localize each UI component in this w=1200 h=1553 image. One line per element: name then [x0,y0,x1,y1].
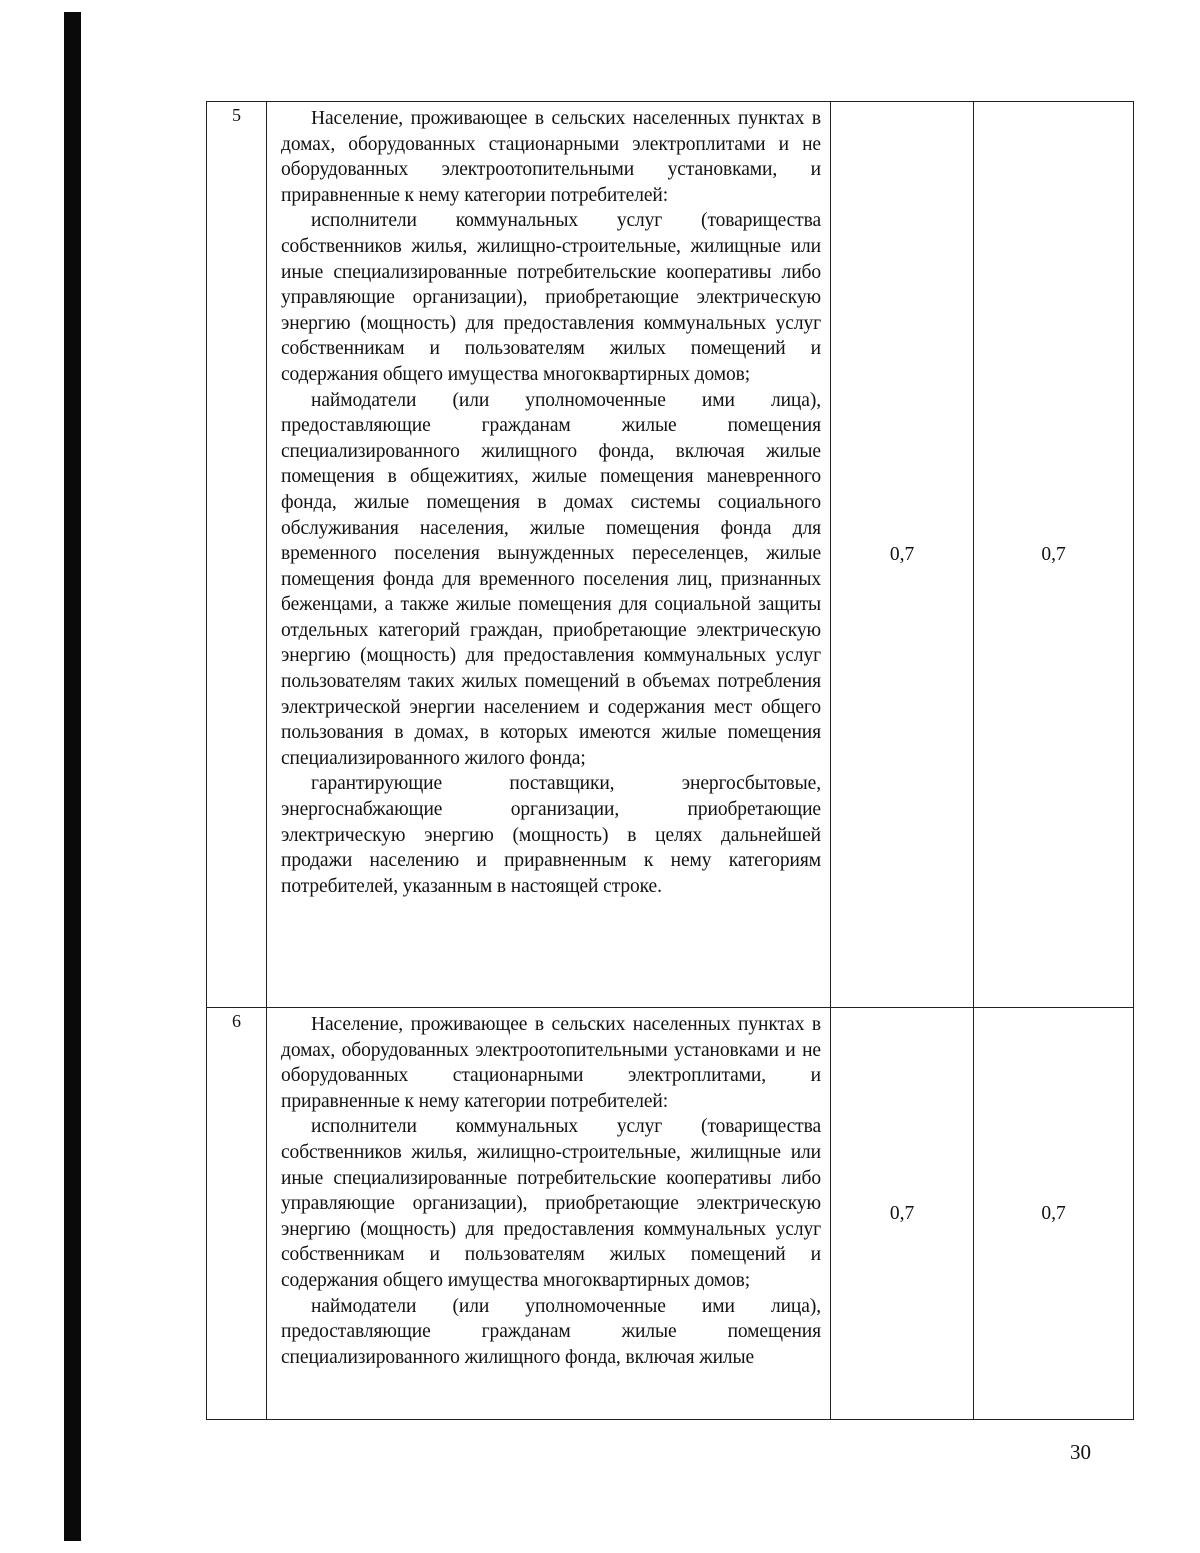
row-number: 5 [207,102,267,1008]
paragraph: гарантирующие поставщики, энергосбытовые, энергоснабжающие организации, приобретающие электрическую энергию (мощность) в целях дальнейшей продажи населению и приравненным к нему категориям потребителей, указанным в настоящей строке. [281,773,821,897]
paragraph: наймодатели (или уполномоченные ими лица), предоставляющие гражданам жилые помещения специализированного жилищного фонда, включая жилые [281,1295,821,1368]
coefficient-value-1: 0,7 [831,1008,974,1420]
table-row [207,102,1134,1008]
category-description [267,1008,831,1420]
row-number: 6 [207,1008,267,1420]
paragraph: наймодатели (или уполномоченные ими лица), предоставляющие гражданам жилые помещения специализированного жилищного фонда, включая жилые помещения в общежитиях, жилые помещения маневренного фонда, жилые помещения в домах системы социального обслуживания населения, жилые помещения фонда для временного поселения вынужденных переселенцев, жилые помещения фонда для временного поселения лиц, признанных беженцами, а также жилые помещения для социальной защиты отдельных категорий граждан, приобретающие электрическую энергию (мощность) для предоставления коммунальных услуг пользователям таких жилых помещений в объемах потребления электрической энергии населением и содержания мест общего пользования в домах, в которых имеются жилые помещения специализированного жилого фонда; [281,389,821,769]
paragraph: Население, проживающее в сельских населенных пунктах в домах, оборудованных электроотопительными установками и не оборудованных стационарными электроплитами, и приравненные к нему категории потребителей: [281,1014,821,1112]
page-number: 30 [1070,1440,1091,1464]
paragraph: исполнители коммунальных услуг (товарищества собственников жилья, жилищно-строительные, жилищные или иные специализированные потребительские кооперативы либо управляющие организации), приобретающие электрическую энергию (мощность) для предоставления коммунальных услуг собственникам и пользователям жилых помещений и содержания общего имущества многоквартирных домов; [281,210,821,385]
paragraph: Население, проживающее в сельских населенных пунктах в домах, оборудованных стационарными электроплитами и не оборудованных электроотопительными установками, и приравненные к нему категории потребителей: [281,108,821,206]
coefficient-value-1: 0,7 [831,102,974,1008]
coefficient-value-2: 0,7 [974,1008,1134,1420]
tariff-table [206,101,1134,1420]
scan-edge-bar [64,12,81,1541]
coefficient-value-2: 0,7 [974,102,1134,1008]
table-row [207,1008,1134,1420]
category-description [267,102,831,1008]
paragraph: исполнители коммунальных услуг (товарищества собственников жилья, жилищно-строительные, жилищные или иные специализированные потребительские кооперативы либо управляющие организации), приобретающие электрическую энергию (мощность) для предоставления коммунальных услуг собственникам и пользователям жилых помещений и содержания общего имущества многоквартирных домов; [281,1116,821,1291]
